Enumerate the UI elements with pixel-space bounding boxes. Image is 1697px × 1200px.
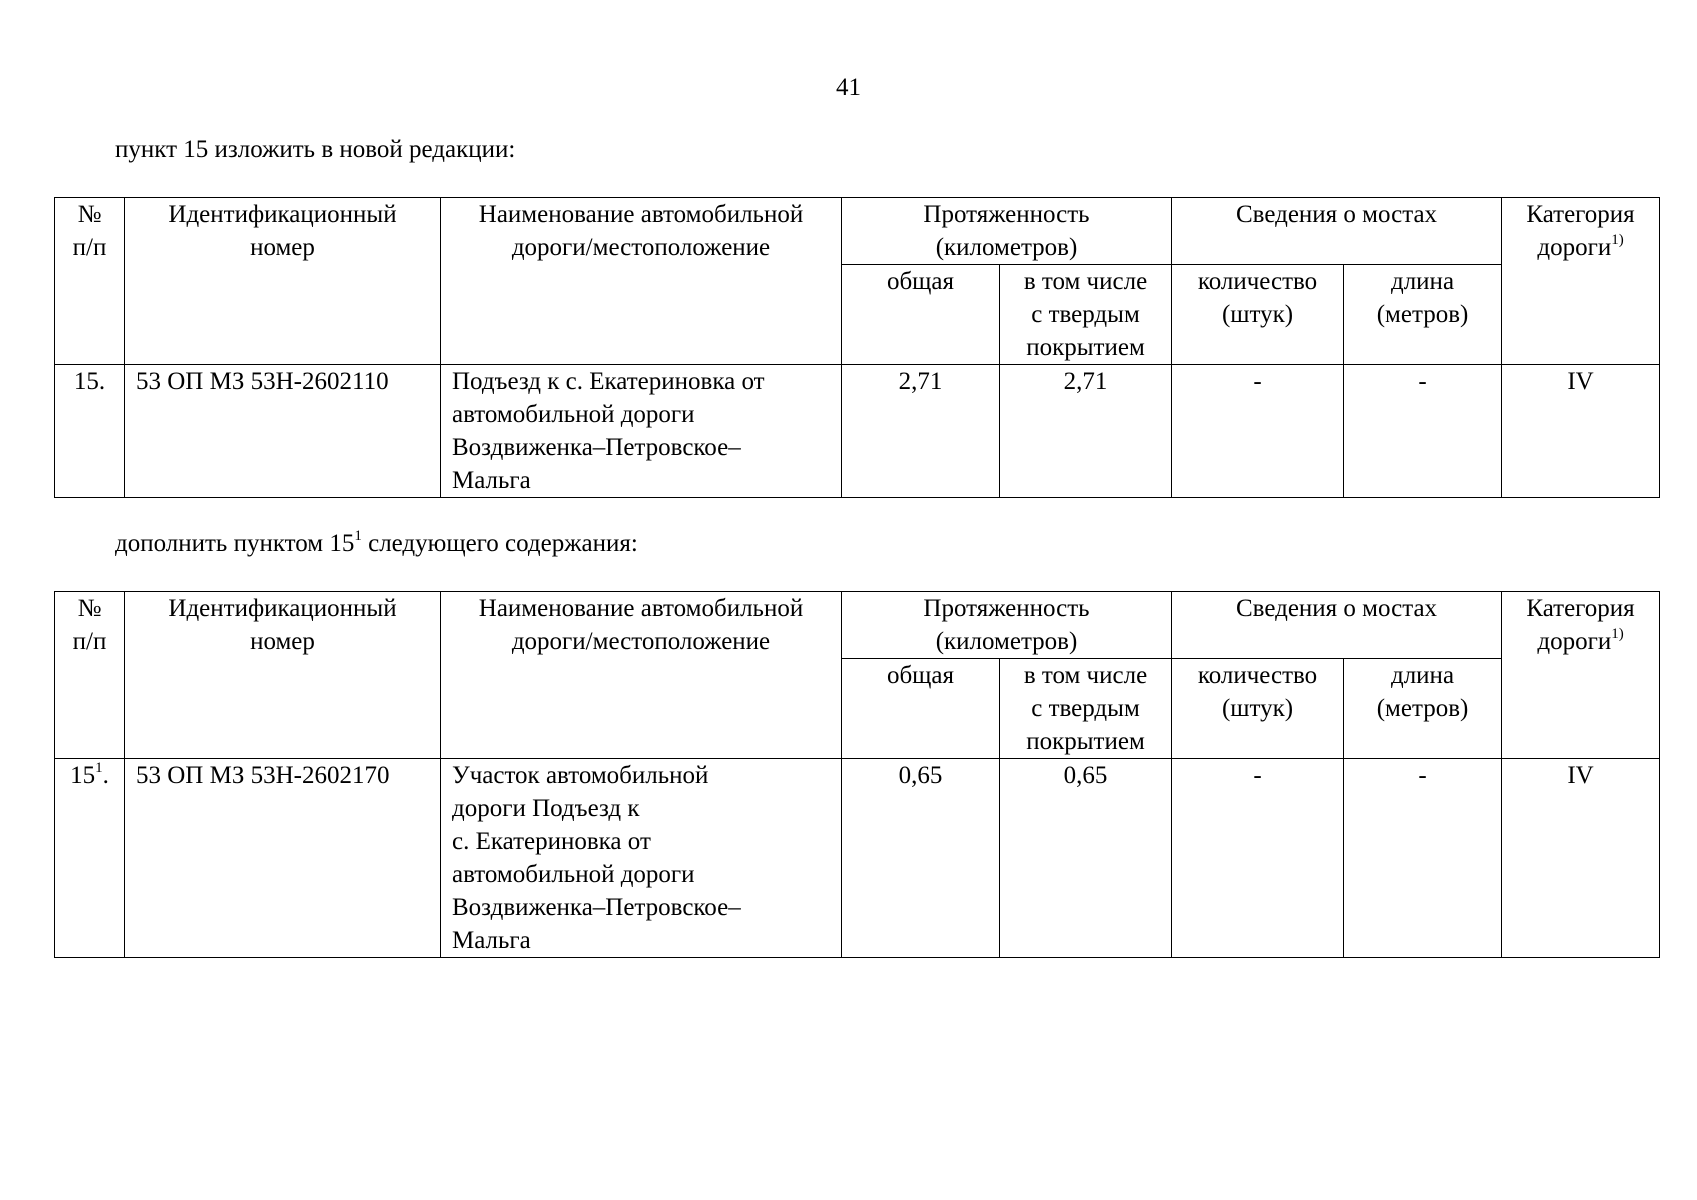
header-length-total: общая xyxy=(842,265,1000,365)
header-bridges: Сведения о мостах xyxy=(1172,592,1502,659)
header-bridges-length: длина (метров) xyxy=(1344,265,1502,365)
intro-superscript: 1 xyxy=(354,527,362,544)
cell-bridges-length: - xyxy=(1344,365,1502,498)
header-id: Идентификационный номер xyxy=(125,198,441,365)
header-length: Протяженность (километров) xyxy=(842,592,1172,659)
cell-bridges-count: - xyxy=(1172,365,1344,498)
header-length-hard: в том числе с твердым покрытием xyxy=(1000,659,1172,759)
header-length: Протяженность (километров) xyxy=(842,198,1172,265)
header-length-hard: в том числе с твердым покрытием xyxy=(1000,265,1172,365)
header-num: № п/п xyxy=(55,592,125,759)
cell-length-hard: 2,71 xyxy=(1000,365,1172,498)
cell-num-suffix: . xyxy=(102,762,109,789)
header-num: № п/п xyxy=(55,198,125,365)
cell-length-hard: 0,65 xyxy=(1000,759,1172,958)
cell-road-name: Участок автомобильной дороги Подъезд к с. Екатериновка от автомобильной дороги Воздвиженка–Петровское– Мальга xyxy=(441,759,842,958)
amendment-intro-point-15-1 xyxy=(115,527,638,560)
intro-text-after: следующего содержания: xyxy=(361,530,638,557)
cell-category: IV xyxy=(1502,365,1660,498)
header-category xyxy=(1502,198,1660,365)
road-table-point-15-1 xyxy=(54,591,1660,958)
header-bridges: Сведения о мостах xyxy=(1172,198,1502,265)
cell-num xyxy=(55,759,125,958)
cell-num-base: 15 xyxy=(70,762,96,789)
cell-id: 53 ОП МЗ 53Н-2602170 xyxy=(125,759,441,958)
header-category-footnote: 1) xyxy=(1611,231,1624,248)
cell-num: 15. xyxy=(55,365,125,498)
header-category-footnote: 1) xyxy=(1611,625,1624,642)
header-bridges-count: количество (штук) xyxy=(1172,659,1344,759)
cell-road-name: Подъезд к с. Екатериновка от автомобильной дороги Воздвиженка–Петровское– Мальга xyxy=(441,365,842,498)
road-table-point-15 xyxy=(54,197,1660,498)
cell-bridges-length: - xyxy=(1344,759,1502,958)
cell-num-superscript: 1 xyxy=(95,759,103,776)
table-row xyxy=(55,759,1660,958)
header-bridges-count: количество (штук) xyxy=(1172,265,1344,365)
cell-length-total: 2,71 xyxy=(842,365,1000,498)
header-category xyxy=(1502,592,1660,759)
header-length-total: общая xyxy=(842,659,1000,759)
amendment-intro-point-15: пункт 15 изложить в новой редакции: xyxy=(115,136,516,163)
cell-id: 53 ОП МЗ 53Н-2602110 xyxy=(125,365,441,498)
header-bridges-length: длина (метров) xyxy=(1344,659,1502,759)
header-road-name: Наименование автомобильной дороги/местоположение xyxy=(441,592,842,759)
cell-length-total: 0,65 xyxy=(842,759,1000,958)
header-road-name: Наименование автомобильной дороги/местоположение xyxy=(441,198,842,365)
intro-text-before: дополнить пунктом 15 xyxy=(115,530,355,557)
header-category-label: Категория дороги xyxy=(1526,595,1635,655)
page-number: 41 xyxy=(836,74,861,101)
cell-category: IV xyxy=(1502,759,1660,958)
table-row xyxy=(55,365,1660,498)
cell-bridges-count: - xyxy=(1172,759,1344,958)
header-category-label: Категория дороги xyxy=(1526,201,1635,261)
header-id: Идентификационный номер xyxy=(125,592,441,759)
